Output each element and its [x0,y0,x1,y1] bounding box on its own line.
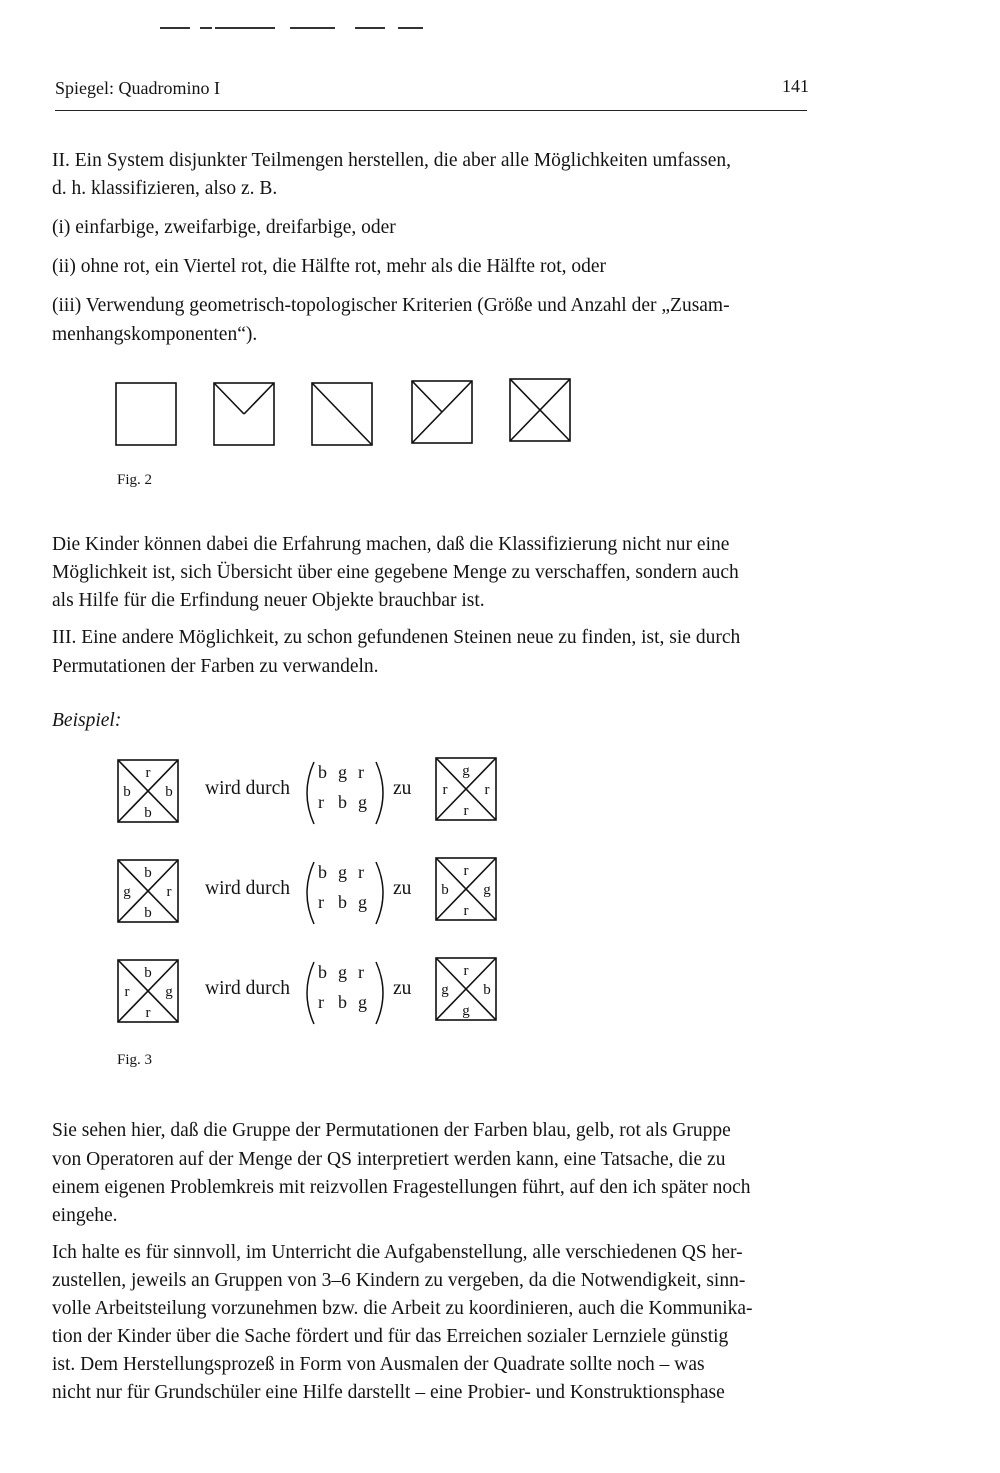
para-unterricht-line-1: Ich halte es für sinnvoll, im Unterricht die Aufgabenstellung, alle verschiedenen QS her- [52,1242,743,1263]
triangle-color-top: r [463,863,469,879]
triangle-color-bottom: r [145,1005,151,1021]
triangle-color-right: g [483,882,491,898]
triangle-color-top: r [145,765,151,781]
para-gruppe-line-3: einem eigenen Problemkreis mit reizvollen Fragestellungen führt, auf den ich später noch [52,1177,751,1198]
matrix-right-paren [376,762,383,824]
triangle-color-top: g [462,763,470,779]
fig2-squares [110,375,580,455]
wird-durch-label: wird durch [205,778,291,799]
scan-mark [200,27,212,29]
matrix-right-paren [376,962,383,1024]
triangle-color-bottom: b [144,805,152,821]
permutation-bottom-0: r [318,792,324,812]
item-iii-line-1: (iii) Verwendung geometrisch-topologischer Kriterien (Größe und Anzahl der „Zusam- [52,295,730,316]
permutation-matrix [300,858,390,928]
wird-durch-label: wird durch [205,878,291,899]
zu-label: zu [393,978,412,999]
scan-mark [290,27,335,29]
permutation-bottom-2: g [358,992,367,1012]
para-unterricht-line-2: zustellen, jeweils an Gruppen von 3–6 Kindern zu vergeben, da die Notwendigkeit, sinn- [52,1270,746,1291]
colored-square [434,856,498,922]
triangle-color-right: b [483,982,491,998]
triangle-color-top: r [463,963,469,979]
scan-mark [355,27,385,29]
permutation-top-0: b [318,862,327,882]
triangle-color-right: r [166,884,172,900]
permutation-top-1: g [338,862,347,882]
triangle-color-right: r [484,782,490,798]
triangle-color-top: b [144,865,152,881]
triangle-color-left: r [124,984,130,1000]
item-i: (i) einfarbige, zweifarbige, dreifarbige, oder [52,217,396,238]
para-unterricht-line-4: tion der Kinder über die Sache fördert und für das Erreichen sozialer Lernziele günstig [52,1326,729,1347]
scan-mark [160,27,190,29]
section-ii-line-2: d. h. klassifizieren, also z. B. [52,178,278,199]
para-unterricht-line-3: volle Arbeitsteilung vorzunehmen bzw. die Arbeit zu koordinieren, auch die Kommunika- [52,1298,753,1319]
colored-square [434,756,498,822]
para-unterricht-line-6: nicht nur für Grundschüler eine Hilfe darstellt – eine Probier- und Konstruktionsphase [52,1382,725,1403]
matrix-left-paren [307,862,314,924]
colored-square [434,956,498,1022]
permutation-top-0: b [318,762,327,782]
zu-label: zu [393,778,412,799]
para-gruppe-line-1: Sie sehen hier, daß die Gruppe der Permutationen der Farben blau, gelb, rot als Gruppe [52,1120,731,1141]
permutation-bottom-0: r [318,892,324,912]
para-kinder-line-3: als Hilfe für die Erfindung neuer Objekte brauchbar ist. [52,590,485,611]
permutation-top-2: r [358,762,364,782]
fig2-square-empty [116,383,176,445]
triangle-color-bottom: r [463,903,469,919]
section-iii-line-2: Permutationen der Farben zu verwandeln. [52,656,379,677]
permutation-top-2: r [358,862,364,882]
triangle-color-right: b [165,784,173,800]
triangle-color-top: b [144,965,152,981]
triangle-color-left: b [123,784,131,800]
permutation-bottom-0: r [318,992,324,1012]
beispiel-label: Beispiel: [52,710,122,731]
permutation-bottom-2: g [358,792,367,812]
permutation-top-0: b [318,962,327,982]
triangle-color-left: g [441,982,449,998]
colored-square [116,858,180,924]
permutation-bottom-1: b [338,992,347,1012]
matrix-right-paren [376,862,383,924]
permutation-bottom-2: g [358,892,367,912]
section-ii-line-1: II. Ein System disjunkter Teilmengen herstellen, die aber alle Möglichkeiten umfassen, [52,150,731,171]
scan-mark [215,27,275,29]
permutation-top-1: g [338,962,347,982]
permutation-bottom-1: b [338,892,347,912]
item-ii: (ii) ohne rot, ein Viertel rot, die Hälfte rot, mehr als die Hälfte rot, oder [52,256,607,277]
fig2-square-y [412,381,472,443]
triangle-color-left: r [442,782,448,798]
running-title: Spiegel: Quadromino I [55,78,220,98]
para-unterricht-line-5: ist. Dem Herstellungsprozeß in Form von Ausmalen der Quadrate sollte noch – was [52,1354,705,1375]
para-kinder-line-2: Möglichkeit ist, sich Übersicht über eine gegebene Menge zu verschaffen, sondern auch [52,562,739,583]
triangle-color-left: b [441,882,449,898]
para-gruppe-line-4: eingehe. [52,1205,118,1226]
item-iii-line-2: menhangskomponenten“). [52,324,258,345]
permutation-bottom-1: b [338,792,347,812]
colored-square [116,958,180,1024]
fig2-square-v [214,383,274,445]
triangle-color-bottom: b [144,905,152,921]
page-number: 141 [782,76,809,96]
header-rule [55,110,807,111]
fig2-square-x [510,379,570,441]
permutation-top-1: g [338,762,347,782]
section-iii-line-1: III. Eine andere Möglichkeit, zu schon gefundenen Steinen neue zu finden, ist, sie durch [52,627,741,648]
para-kinder-line-1: Die Kinder können dabei die Erfahrung machen, daß die Klassifizierung nicht nur eine [52,534,730,555]
fig2-square-diagonal [312,383,372,445]
zu-label: zu [393,878,412,899]
matrix-left-paren [307,762,314,824]
triangle-color-left: g [123,884,131,900]
triangle-color-bottom: r [463,803,469,819]
scan-mark [398,27,423,29]
triangle-color-bottom: g [462,1003,470,1019]
fig3-caption: Fig. 3 [117,1052,153,1068]
triangle-color-right: g [165,984,173,1000]
fig2-caption: Fig. 2 [117,472,153,488]
colored-square [116,758,180,824]
para-gruppe-line-2: von Operatoren auf der Menge der QS interpretiert werden kann, eine Tatsache, die zu [52,1149,726,1170]
permutation-matrix [300,758,390,828]
permutation-top-2: r [358,962,364,982]
wird-durch-label: wird durch [205,978,291,999]
matrix-left-paren [307,962,314,1024]
permutation-matrix [300,958,390,1028]
